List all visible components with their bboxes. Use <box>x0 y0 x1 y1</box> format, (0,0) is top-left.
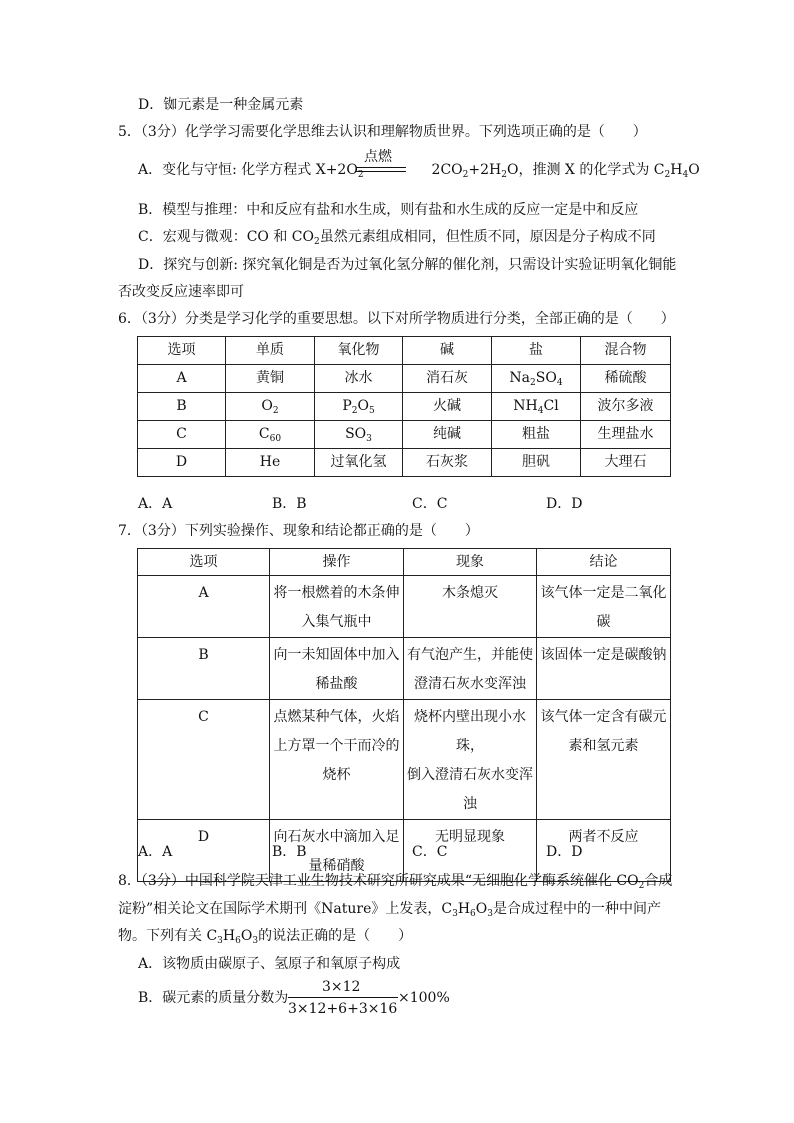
q5-equals-sign <box>356 167 406 172</box>
table-cell: 有气泡产生，并能使 澄清石灰水变浑浊 <box>404 638 537 700</box>
table-cell: 稀硫酸 <box>581 365 671 393</box>
q7-choice-d: D．D <box>546 844 583 860</box>
table-cell: B <box>138 638 270 700</box>
q6-classification-table <box>137 336 671 477</box>
table-header-cell: 选项 <box>138 337 226 365</box>
table-cell: 过氧化氢 <box>315 449 403 477</box>
q8-option-b-prefix: B．碳元素的质量分数为 <box>138 990 289 1006</box>
table-header-cell: 单质 <box>226 337 315 365</box>
q5-option-b: B．模型与推理：中和反应有盐和水生成，则有盐和水生成的反应一定是中和反应 <box>138 202 639 218</box>
table-cell: 消石灰 <box>403 365 492 393</box>
table-cell: $O_2$ <box>226 393 315 421</box>
q5-option-c: C．宏观与微观：CO 和 $CO_2$虽然元素组成相同，但性质不同，原因是分子构成不同 <box>138 229 656 247</box>
fraction-denominator: 3×12+6+3×16 <box>288 1001 398 1017</box>
q4-option-d: D．铷元素是一种金属元素 <box>138 97 304 113</box>
table-cell: 胆矾 <box>492 449 581 477</box>
q6-choice-c: C．C <box>412 496 448 512</box>
table-cell: $Na_2SO_4$ <box>492 365 581 393</box>
table-cell: 该气体一定是二氧化 碳 <box>537 576 671 638</box>
table-cell: C <box>138 421 226 449</box>
table-cell: 黄铜 <box>226 365 315 393</box>
q6-stem: 6．（3分）分类是学习化学的重要思想。以下对所学物质进行分类，全部正确的是（ ） <box>118 311 675 327</box>
table-row <box>138 700 671 820</box>
table-cell: 木条熄灭 <box>404 576 537 638</box>
q7-choice-a: A．A <box>138 844 173 860</box>
q8-stem-line2: 淀粉”相关论文在国际学术期刊《Nature》上发表，$C_3H_6O_3$是合成过程中的一种中间产 <box>118 901 661 919</box>
table-header-cell: 选项 <box>138 549 270 576</box>
q8-option-b-fraction <box>288 979 398 1019</box>
table-cell: 两者不反应 <box>537 820 671 882</box>
q7-choice-b: B．B <box>272 844 307 860</box>
q8-stem-line1: 8．（3分）中国科学院天津工业生物技术研究所研究成果“无细胞化学酶系统催化 $CO_2$合成 <box>118 873 673 891</box>
q5-option-a: A．变化与守恒: 化学方程式 $X+2O_2$ $2CO_2+2H_2O$，推测 X 的化学式为 $C_2H_4O$ <box>138 162 700 180</box>
table-cell: 生理盐水 <box>581 421 671 449</box>
q6-choice-d: D．D <box>546 496 583 512</box>
table-cell: A <box>138 576 270 638</box>
table-cell: 纯碱 <box>403 421 492 449</box>
table-cell: $NH_4Cl$ <box>492 393 581 421</box>
table-cell: $C_{60}$ <box>226 421 315 449</box>
table-cell: D <box>138 449 226 477</box>
q8-option-a: A．该物质由碳原子、氢原子和氧原子构成 <box>138 956 401 972</box>
table-header-row <box>138 549 671 576</box>
table-cell: 点燃某种气体，火焰 上方罩一个干而冷的 烧杯 <box>270 700 404 820</box>
table-row <box>138 576 671 638</box>
table-row <box>138 421 671 449</box>
q7-stem: 7．（3分）下列实验操作、现象和结论都正确的是（ ） <box>118 523 479 539</box>
table-cell: 向一未知固体中加入 稀盐酸 <box>270 638 404 700</box>
q8-stem-line3: 物。下列有关 $C_3H_6O_3$的说法正确的是（ ） <box>118 928 413 946</box>
q8-option-b-suffix: ×100% <box>398 990 450 1006</box>
table-header-cell: 氧化物 <box>315 337 403 365</box>
table-cell: $SO_3$ <box>315 421 403 449</box>
table-header-cell: 碱 <box>403 337 492 365</box>
table-row <box>138 638 671 700</box>
table-cell: C <box>138 700 270 820</box>
table-header-cell: 操作 <box>270 549 404 576</box>
table-header-cell: 结论 <box>537 549 671 576</box>
table-cell: 该固体一定是碳酸钠 <box>537 638 671 700</box>
q6-choice-b: B．B <box>272 496 307 512</box>
table-row <box>138 449 671 477</box>
table-cell: A <box>138 365 226 393</box>
table-cell: 烧杯内壁出现小水珠， 倒入澄清石灰水变浑 浊 <box>404 700 537 820</box>
table-cell: 无明显现象 <box>404 820 537 882</box>
table-row <box>138 393 671 421</box>
table-cell: 波尔多液 <box>581 393 671 421</box>
q5-reaction-condition: 点燃 <box>364 149 392 165</box>
table-cell: 石灰浆 <box>403 449 492 477</box>
table-header-cell: 盐 <box>492 337 581 365</box>
table-cell: $P_2O_5$ <box>315 393 403 421</box>
table-cell: D <box>138 820 270 882</box>
q6-choice-a: A．A <box>138 496 173 512</box>
table-cell: 冰水 <box>315 365 403 393</box>
table-header-cell: 混合物 <box>581 337 671 365</box>
table-header-row <box>138 337 671 365</box>
q7-experiment-table <box>137 548 671 882</box>
fraction-numerator: 3×12 <box>322 979 361 995</box>
table-header-cell: 现象 <box>404 549 537 576</box>
table-cell: 向石灰水中滴加入足 量稀硝酸 <box>270 820 404 882</box>
table-cell: 将一根燃着的木条伸 入集气瓶中 <box>270 576 404 638</box>
table-cell: 大理石 <box>581 449 671 477</box>
q7-choice-c: C．C <box>412 844 448 860</box>
fraction-bar <box>288 997 398 998</box>
table-cell: 火碱 <box>403 393 492 421</box>
table-row <box>138 365 671 393</box>
table-cell: 该气体一定含有碳元 素和氢元素 <box>537 700 671 820</box>
table-cell: B <box>138 393 226 421</box>
table-cell: He <box>226 449 315 477</box>
table-cell: 粗盐 <box>492 421 581 449</box>
q5-option-d-line2: 否改变反应速率即可 <box>118 284 244 300</box>
q5-stem: 5．（3分）化学学习需要化学思维去认识和理解物质世界。下列选项正确的是（ ） <box>118 124 647 140</box>
q5-option-d-line1: D．探究与创新: 探究氧化铜是否为过氧化氢分解的催化剂，只需设计实验证明氧化铜能 <box>138 257 677 273</box>
